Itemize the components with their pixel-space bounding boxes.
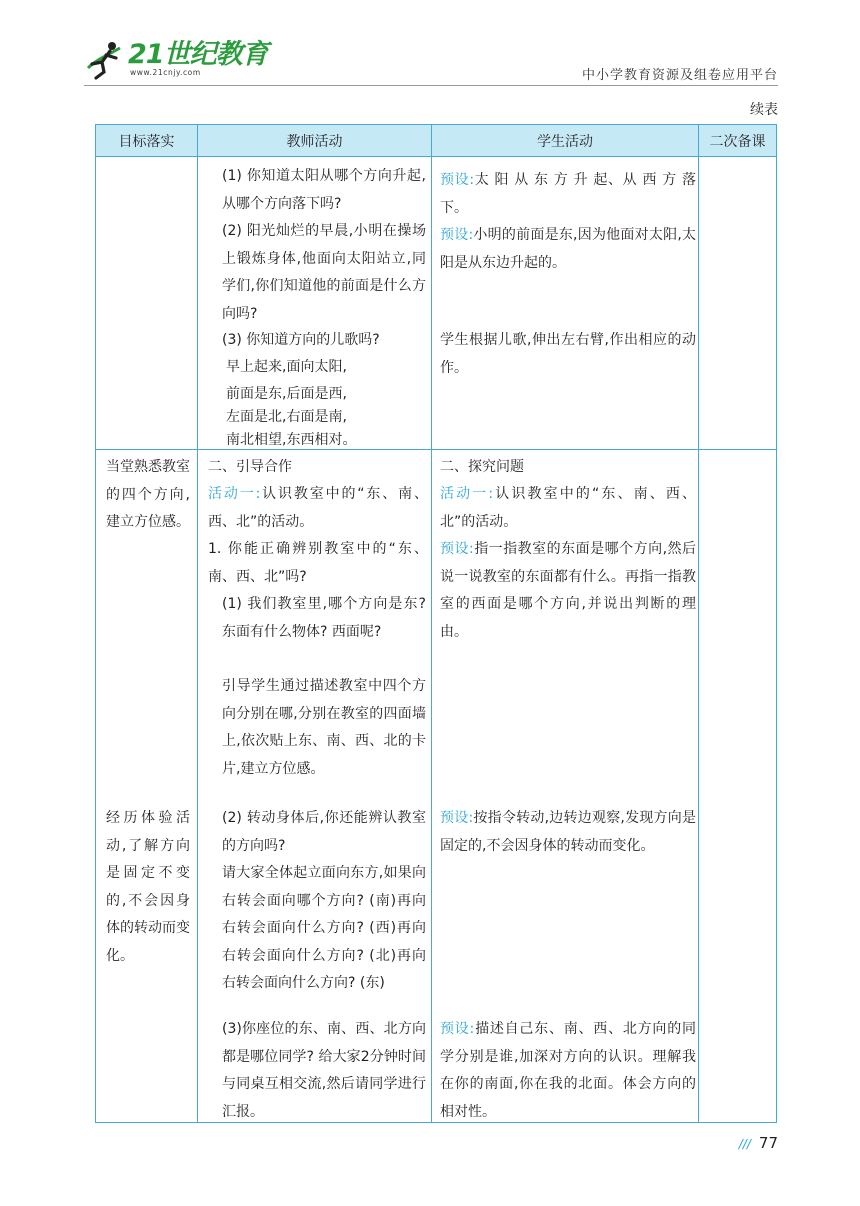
teacher-cell	[198, 450, 432, 1123]
goals-cell	[96, 450, 198, 1123]
teacher-question: (3)你座位的东、南、西、北方向都是哪位同学? 给大家2分钟时间与同桌互相交流,然后请同学进行汇报。	[222, 1021, 426, 1120]
student-expectation: 预设:太 阳 从 东 方 升 起、从 西 方 落下。	[440, 172, 696, 216]
page-footer	[739, 1133, 778, 1152]
preset-tag: 预设:	[440, 172, 475, 188]
teacher-question: (2) 转动身体后,你还能辨认教室的方向吗?	[222, 810, 426, 854]
rhyme-line: 南北相望,东西相对。	[226, 432, 357, 448]
continued-label: 续表	[750, 102, 778, 118]
section-title: 二、探究问题	[440, 459, 524, 475]
rhyme-line: 左面是北,右面是南,	[226, 409, 347, 425]
revision-cell	[699, 450, 777, 1123]
logo-text: 21世纪教育	[128, 39, 268, 70]
table-row	[96, 157, 777, 450]
header-goals: 目标落实	[96, 125, 198, 157]
page-header	[0, 0, 860, 90]
teacher-guidance: 引导学生通过描述教室中四个方向分别在哪,分别在教室的四面墙上,依次贴上东、南、西、北的卡片,建立方位感。	[222, 678, 426, 777]
activity-line: 活动一:认识教室中的“东、南、西、北”的活动。	[440, 486, 696, 530]
logo-url: www.21cnjy.com	[130, 68, 201, 77]
teacher-cell	[198, 157, 432, 450]
header-divider	[84, 85, 778, 86]
preset-tag: 预设:	[440, 810, 474, 826]
teacher-guidance: 请大家全体起立面向东方,如果向右转会面向哪个方向? (南)再向右转会面向什么方向? (西)再向右转会面向什么方向? (北)再向右转会面向什么方向? (东)	[222, 865, 426, 991]
activity-tag: 活动一:	[208, 486, 261, 502]
student-expectation: 预设:描述自己东、南、西、北方向的同学分别是谁,加深对方向的认识。理解我在你的南面,你在我的北面。体会方向的相对性。	[440, 1021, 696, 1120]
table-header-row	[96, 125, 777, 157]
activity-tag: 活动一:	[440, 486, 494, 502]
header-teacher: 教师活动	[198, 125, 432, 157]
logo	[84, 38, 268, 82]
teacher-question: (2) 阳光灿烂的早晨,小明在操场上锻炼身体,他面向太阳站立,同学们,你们知道他的前面是什么方向吗?	[222, 223, 426, 322]
page-number: 77	[758, 1134, 778, 1152]
activity-line: 活动一:认识教室中的“东、南、西、北”的活动。	[208, 486, 428, 530]
header-revision: 二次备课	[699, 125, 777, 157]
goal-text: 经历体验活动,了解方向是固定不变的,不会因身体的转动而变化。	[106, 810, 190, 964]
runner-logo-icon	[84, 38, 124, 82]
platform-name: 中小学教育资源及组卷应用平台	[581, 68, 778, 83]
teacher-question: (1) 我们教室里,哪个方向是东? 东面有什么物体? 西面呢?	[222, 596, 426, 640]
section-title: 二、引导合作	[208, 459, 292, 475]
preset-tag: 预设:	[440, 1021, 475, 1037]
rhyme-line: 早上起来,面向太阳,	[226, 359, 347, 375]
preset-tag: 预设:	[440, 541, 474, 557]
rhyme-line: 前面是东,后面是西,	[226, 386, 347, 402]
student-expectation: 学生根据儿歌,伸出左右臂,作出相应的动作。	[440, 332, 696, 376]
footer-marks: ///	[738, 1137, 751, 1151]
student-cell	[432, 157, 699, 450]
preset-tag: 预设:	[440, 227, 474, 243]
table-row	[96, 450, 777, 1123]
header-student: 学生活动	[432, 125, 699, 157]
student-expectation: 预设:按指令转动,边转边观察,发现方向是固定的,不会因身体的转动而变化。	[440, 810, 697, 854]
student-cell	[432, 450, 699, 1123]
goals-cell	[96, 157, 198, 450]
student-expectation: 预设:小明的前面是东,因为他面对太阳,太阳是从东边升起的。	[440, 227, 697, 271]
teacher-question: (3) 你知道方向的儿歌吗?	[222, 332, 380, 348]
lesson-plan-table	[95, 124, 777, 1123]
teacher-question: 1. 你能正确辨别教室中的“东、南、西、北”吗?	[208, 541, 428, 585]
goal-text: 当堂熟悉教室的四个方向,建立方位感。	[106, 459, 190, 530]
teacher-question: (1) 你知道太阳从哪个方向升起,从哪个方向落下吗?	[222, 168, 426, 212]
revision-cell	[699, 157, 777, 450]
student-expectation: 预设:指一指教室的东面是哪个方向,然后说一说教室的东面都有什么。再指一指教室的西面是哪个方向,并说出判断的理由。	[440, 541, 696, 640]
